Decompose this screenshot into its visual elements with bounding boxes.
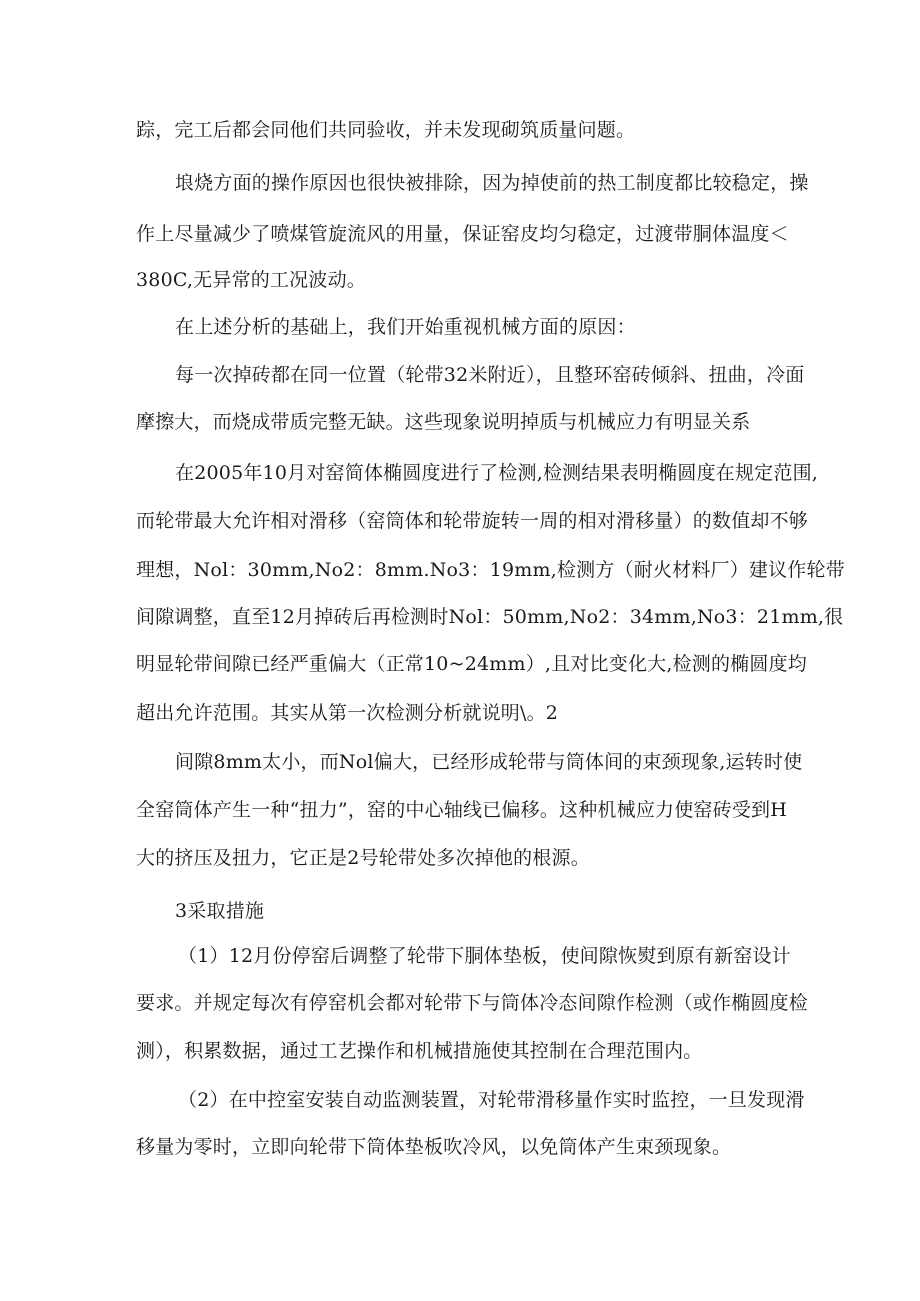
text-line-22: 移量为零时，立即向轮带下筒体垫板吹冷风，以免筒体产生束颈现象。 (136, 1136, 732, 1158)
text-line-11: 间隙调整，直至12月掉砖后再检测时Nol：50mm,No2：34mm,No3：21mm,很 (136, 606, 844, 628)
text-line-5: 在上述分析的基础上，我们开始重视机械方面的原因： (175, 316, 636, 338)
text-line-20: 测），积累数据，通过工艺操作和机械措施使其控制在合理范围内。 (136, 1040, 703, 1062)
text-line-15: 全窑筒体产生一种“扭力”，窑的中心轴线已偏移。这种机械应力使窑砖受到H (136, 799, 787, 821)
text-line-9: 而轮带最大允许相对滑移（窑筒体和轮带旋转一周的相对滑移量）的数值却不够 (136, 510, 809, 532)
text-line-10: 理想，Nol：30mm,No2：8mm.No3：19mm,检测方（耐火材料厂）建议作轮带 (136, 559, 845, 581)
text-line-1: 踪，完工后都会同他们共同验收，并未发现砌筑质量问题。 (136, 119, 636, 141)
text-line-18: （1）12月份停窑后调整了轮带下胴体垫板，使间隙恢熨到原有新窑设计 (178, 945, 791, 967)
section-heading: 3采取措施 (175, 900, 265, 922)
text-line-8: 在2005年10月对窑简体椭圆度进行了检测,检测结果表明椭圆度在规定范围, (175, 462, 819, 484)
text-line-13: 超出允许范围。其实从第一次检测分析就说明\。2 (136, 702, 559, 724)
text-line-2: 埌烧方面的操作原因也很快被排除，因为掉使前的热工制度都比较稳定，操 (175, 172, 809, 194)
text-line-14: 间隙8mm太小，而Nol偏大，已经形成轮带与筒体间的束颈现象,运转时使 (175, 751, 803, 773)
text-line-12: 明显轮带间隙已经严重偏大（正常10~24mm）,且对比变化大,检测的椭圆度均 (136, 653, 807, 675)
text-line-19: 要求。并规定每次有停窑机会都对轮带下与筒体冷态间隙作检测（或作椭圆度检 (136, 992, 809, 1014)
text-line-4: 380C,无异常的工况波动。 (136, 269, 366, 291)
text-line-6: 每一次掉砖都在同一位置（轮带32米附近），且整环窑砖倾斜、扭曲，冷面 (175, 364, 805, 386)
text-line-7: 摩擦大，而烧成带质完整无缺。这些现象说明掉质与机械应力有明显关系 (136, 411, 751, 433)
text-line-16: 大的挤压及扭力，它正是2号轮带处多次掉他的根源。 (136, 847, 590, 869)
text-line-21: （2）在中控室安装自动监测装置，对轮带滑移量作实时监控，一旦发现滑 (178, 1089, 805, 1111)
text-line-3: 作上尽量减少了喷煤管旋流风的用量，保证窑皮均匀稳定，过渡带胴体温度＜ (136, 223, 789, 245)
